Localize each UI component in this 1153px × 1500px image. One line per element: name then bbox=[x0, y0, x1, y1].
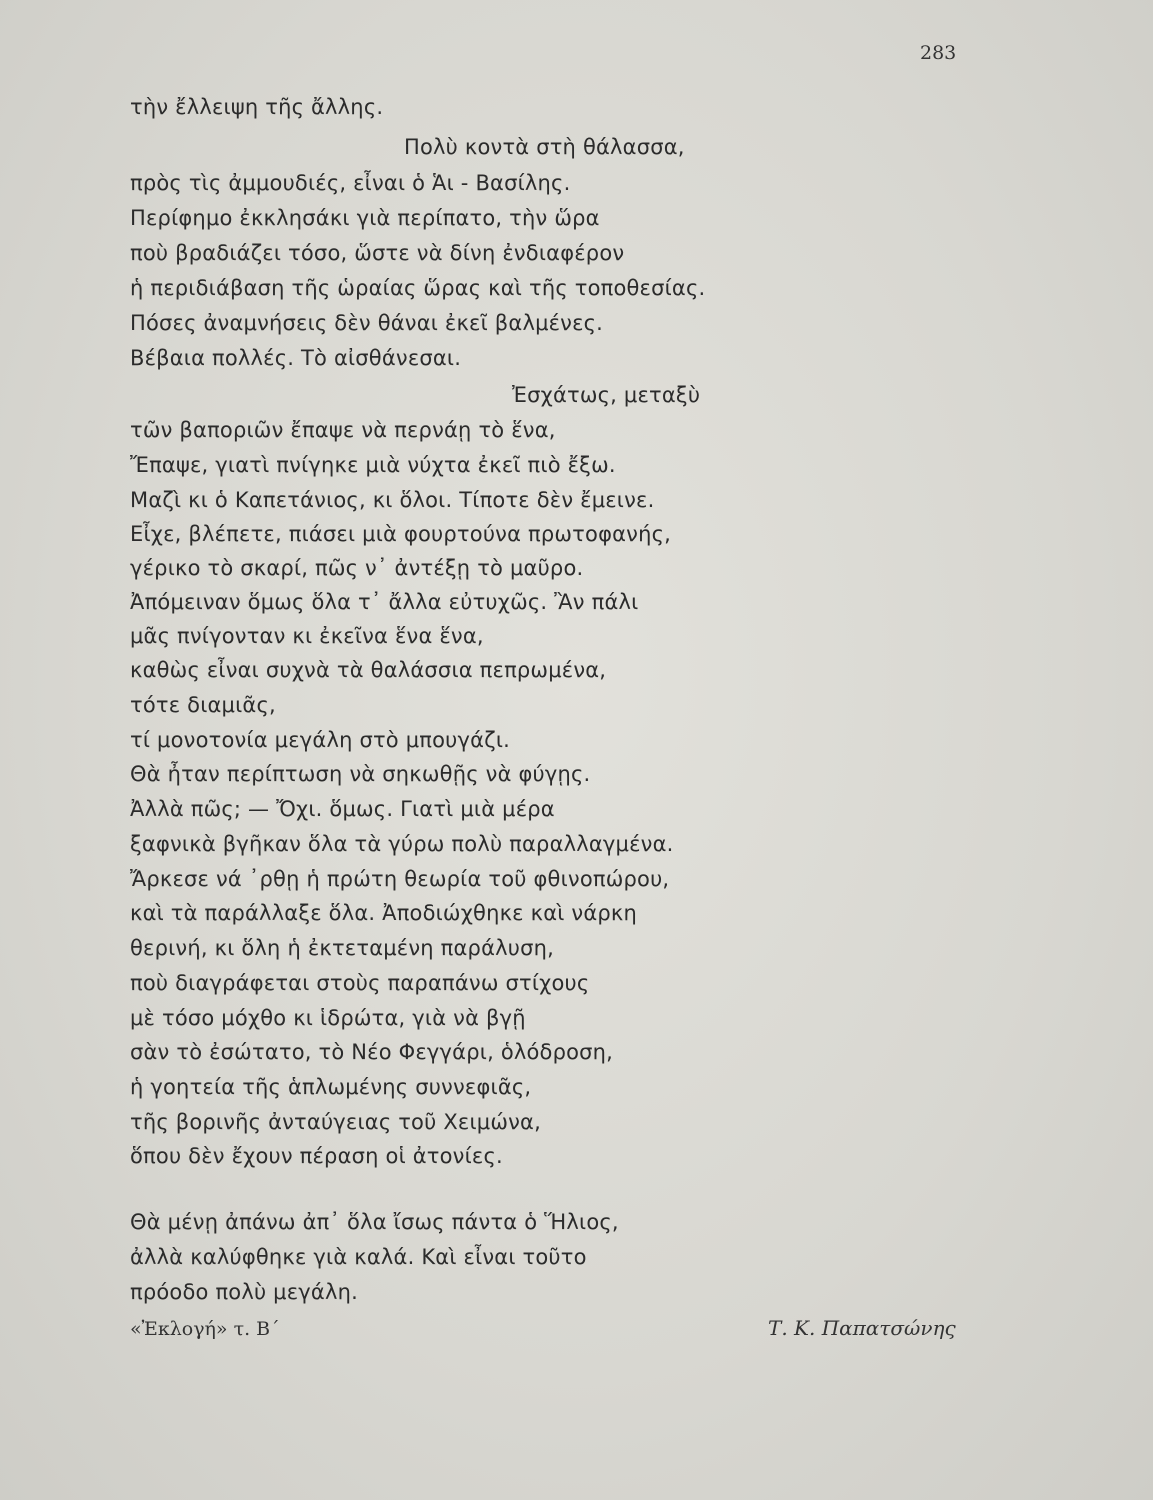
poem-line: πρὸς τὶς ἀμμουδιές, εἶναι ὁ Ἁι - Βασίλης. bbox=[130, 171, 571, 195]
poem-line: ξαφνικὰ βγῆκαν ὅλα τὰ γύρω πολὺ παραλλαγμένα. bbox=[130, 832, 674, 856]
poem-line: πρόοδο πολὺ μεγάλη. bbox=[130, 1280, 358, 1304]
poem-line: ποὺ βραδιάζει τόσο, ὥστε νὰ δίνη ἐνδιαφέρον bbox=[130, 241, 625, 265]
poem-line: ἀλλὰ καλύφθηκε γιὰ καλά. Καὶ εἶναι τοῦτο bbox=[130, 1245, 587, 1269]
poem-line: Ἐσχάτως, μεταξὺ bbox=[512, 383, 701, 407]
source-citation: «Ἐκλογή» τ. Β΄ bbox=[130, 1318, 280, 1340]
poem-line: Περίφημο ἐκκλησάκι γιὰ περίπατο, τὴν ὥρα bbox=[130, 206, 600, 230]
poem-line: τῆς βορινῆς ἀνταύγειας τοῦ Χειμώνα, bbox=[130, 1110, 541, 1134]
poem-line: Βέβαια πολλές. Τὸ αἰσθάνεσαι. bbox=[130, 346, 462, 370]
poem-line: καὶ τὰ παράλλαξε ὅλα. Ἀποδιώχθηκε καὶ νάρκη bbox=[130, 901, 638, 925]
poem-line: Εἶχε, βλέπετε, πιάσει μιὰ φουρτούνα πρωτοφανής, bbox=[130, 522, 672, 546]
poem-line: ποὺ διαγράφεται στοὺς παραπάνω στίχους bbox=[130, 971, 590, 995]
poem-line: Θὰ ἦταν περίπτωση νὰ σηκωθῇς νὰ φύγῃς. bbox=[130, 762, 591, 786]
poem-line: Ἔπαψε, γιατὶ πνίγηκε μιὰ νύχτα ἐκεῖ πιὸ ἔξω. bbox=[130, 453, 616, 477]
author-name: Τ. Κ. Παπατσώνης bbox=[768, 1316, 956, 1340]
poem-line: Ἀπόμειναν ὅμως ὅλα τ᾿ ἄλλα εὐτυχῶς. Ἂν πάλι bbox=[130, 590, 639, 614]
poem-line: τὴν ἔλλειψη τῆς ἄλλης. bbox=[130, 95, 384, 119]
poem-line: ὅπου δὲν ἔχουν πέραση οἱ ἀτονίες. bbox=[130, 1144, 503, 1168]
poem-line: Θὰ μένῃ ἀπάνω ἀπ᾿ ὅλα ἴσως πάντα ὁ Ἥλιος, bbox=[130, 1210, 619, 1234]
poem-line: τῶν βαποριῶν ἔπαψε νὰ περνάῃ τὸ ἕνα, bbox=[130, 418, 556, 442]
poem-line: Ἀλλὰ πῶς; — Ὄχι. ὅμως. Γιατὶ μιὰ μέρα bbox=[130, 797, 555, 821]
page-number: 283 bbox=[920, 42, 957, 64]
poem-line: ἡ περιδιάβαση τῆς ὡραίας ὥρας καὶ τῆς τοποθεσίας. bbox=[130, 276, 706, 300]
poem-line: μᾶς πνίγονταν κι ἐκεῖνα ἕνα ἕνα, bbox=[130, 624, 484, 648]
poem-line: Πόσες ἀναμνήσεις δὲν θάναι ἐκεῖ βαλμένες. bbox=[130, 311, 604, 335]
poem-line: γέρικο τὸ σκαρί, πῶς ν᾿ ἀντέξῃ τὸ μαῦρο. bbox=[130, 556, 584, 580]
poem-line: μὲ τόσο μόχθο κι ἱδρώτα, γιὰ νὰ βγῇ bbox=[130, 1006, 526, 1030]
poem-line: σὰν τὸ ἐσώτατο, τὸ Νέο Φεγγάρι, ὁλόδροση, bbox=[130, 1040, 614, 1064]
poem-line: Μαζὶ κι ὁ Καπετάνιος, κι ὅλοι. Τίποτε δὲν ἔμεινε. bbox=[130, 488, 655, 512]
poem-line: θερινή, κι ὅλη ἡ ἐκτεταμένη παράλυση, bbox=[130, 936, 554, 960]
poem-line: καθὼς εἶναι συχνὰ τὰ θαλάσσια πεπρωμένα, bbox=[130, 658, 607, 682]
poem-line: τί μονοτονία μεγάλη στὸ μπουγάζι. bbox=[130, 728, 511, 752]
poem-line: ἡ γοητεία τῆς ἁπλωμένης συννεφιᾶς, bbox=[130, 1075, 532, 1099]
poem-line: τότε διαμιᾶς, bbox=[130, 693, 276, 717]
poem-line: Πολὺ κοντὰ στὴ θάλασσα, bbox=[404, 135, 685, 159]
poem-line: Ἄρκεσε νά ᾿ρθῃ ἡ πρώτη θεωρία τοῦ φθινοπώρου, bbox=[130, 867, 670, 891]
